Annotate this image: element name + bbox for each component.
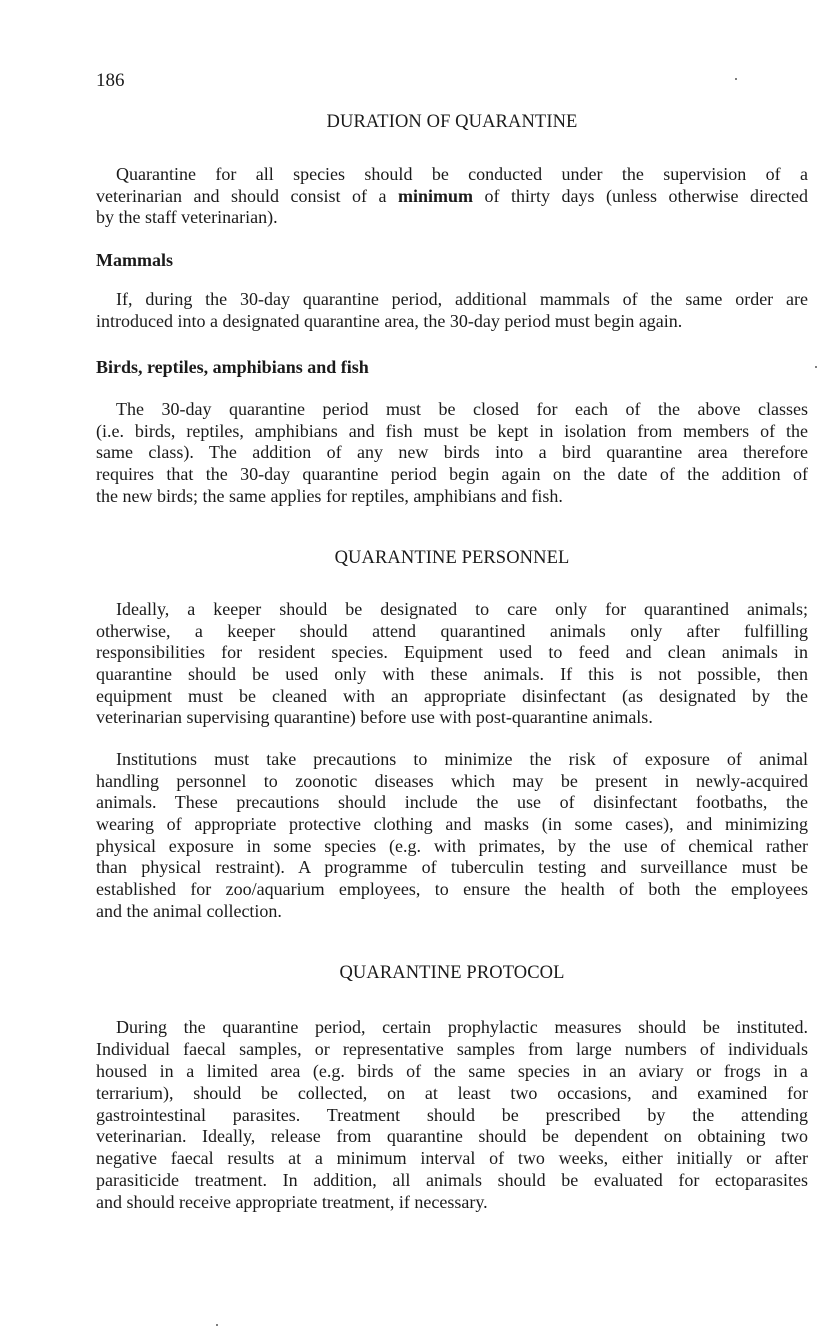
text-line: negative faecal results at a minimum interval of two weeks, either initially or after bbox=[96, 1148, 808, 1169]
scan-speck bbox=[815, 366, 817, 368]
text-line: Individual faecal samples, or representative samples from large numbers of individuals bbox=[96, 1038, 808, 1059]
scan-speck bbox=[735, 78, 737, 80]
text-line: quarantine should be used only with these animals. If this is not possible, then bbox=[96, 664, 808, 685]
text-line: and should receive appropriate treatment, if necessary. bbox=[96, 1192, 488, 1213]
paragraph-duration-intro bbox=[96, 164, 808, 229]
text-line: Institutions must take precautions to minimize the risk of exposure of animal bbox=[116, 749, 808, 769]
emphasis-minimum: minimum bbox=[398, 185, 474, 206]
text-line: the new birds; the same applies for reptiles, amphibians and fish. bbox=[96, 485, 563, 506]
text-line: During the quarantine period, certain prophylactic measures should be instituted. bbox=[116, 1017, 808, 1037]
text-line: physical exposure in some species (e.g. with primates, by the use of chemical rather bbox=[96, 835, 808, 856]
text-line: otherwise, a keeper should attend quarantined animals only after fulfilling bbox=[96, 620, 808, 641]
text-line: animals. These precautions should include the use of disinfectant footbaths, the bbox=[96, 792, 808, 813]
paragraph-protocol bbox=[96, 1017, 808, 1214]
text-line: and the animal collection. bbox=[96, 900, 282, 921]
text-line: introduced into a designated quarantine area, the 30-day period must begin again. bbox=[96, 310, 683, 331]
text-line: (i.e. birds, reptiles, amphibians and fish must be kept in isolation from members of the bbox=[96, 420, 808, 441]
scan-speck bbox=[216, 1324, 218, 1326]
text-line: If, during the 30-day quarantine period, additional mammals of the same order are bbox=[116, 289, 808, 309]
text-line: veterinarian supervising quarantine) before use with post-quarantine animals. bbox=[96, 707, 653, 728]
text-line bbox=[96, 186, 808, 208]
text-line: Quarantine for all species should be conducted under the supervision of a bbox=[116, 164, 808, 184]
section-heading-duration: DURATION OF QUARANTINE bbox=[326, 112, 578, 132]
text-line: gastrointestinal parasites. Treatment should be prescribed by the attending bbox=[96, 1104, 808, 1125]
text-line: same class). The addition of any new birds into a bird quarantine area therefore bbox=[96, 442, 808, 463]
text-line: established for zoo/aquarium employees, to ensure the health of both the employees bbox=[96, 879, 808, 900]
page-number: 186 bbox=[96, 70, 125, 91]
section-heading-protocol: QUARANTINE PROTOCOL bbox=[339, 963, 565, 983]
text-line: by the staff veterinarian). bbox=[96, 207, 278, 228]
text-line: requires that the 30-day quarantine period begin again on the date of the addition of bbox=[96, 464, 808, 485]
text-fragment: veterinarian and should consist of a bbox=[96, 185, 387, 206]
text-line: housed in a limited area (e.g. birds of the same species in an aviary or frogs in a bbox=[96, 1060, 808, 1081]
subsection-heading-birds-reptiles: Birds, reptiles, amphibians and fish bbox=[96, 357, 369, 377]
text-line: Ideally, a keeper should be designated to care only for quarantined animals; bbox=[116, 599, 808, 619]
text-line: responsibilities for resident species. Equipment used to feed and clean animals in bbox=[96, 642, 808, 663]
paragraph-personnel-zoonotic bbox=[96, 749, 808, 923]
paragraph-birds-reptiles bbox=[96, 399, 808, 507]
paragraph-personnel-keeper bbox=[96, 599, 808, 729]
subsection-heading-mammals: Mammals bbox=[96, 250, 173, 270]
text-line: parasiticide treatment. In addition, all animals should be evaluated for ectoparasites bbox=[96, 1170, 808, 1191]
section-heading-personnel: QUARANTINE PERSONNEL bbox=[334, 548, 570, 568]
text-line: handling personnel to zoonotic diseases which may be present in newly-acquired bbox=[96, 770, 808, 791]
text-line: terrarium), should be collected, on at least two occasions, and examined for bbox=[96, 1082, 808, 1103]
text-line: veterinarian. Ideally, release from quarantine should be dependent on obtaining two bbox=[96, 1126, 808, 1147]
text-line: The 30-day quarantine period must be closed for each of the above classes bbox=[116, 399, 808, 419]
text-fragment: of thirty days (unless otherwise directed bbox=[484, 185, 809, 206]
text-line: wearing of appropriate protective clothing and masks (in some cases), and minimizing bbox=[96, 814, 808, 835]
paragraph-mammals bbox=[96, 289, 808, 332]
text-line: equipment must be cleaned with an appropriate disinfectant (as designated by the bbox=[96, 685, 808, 706]
text-line: than physical restraint). A programme of tuberculin testing and surveillance must be bbox=[96, 857, 808, 878]
